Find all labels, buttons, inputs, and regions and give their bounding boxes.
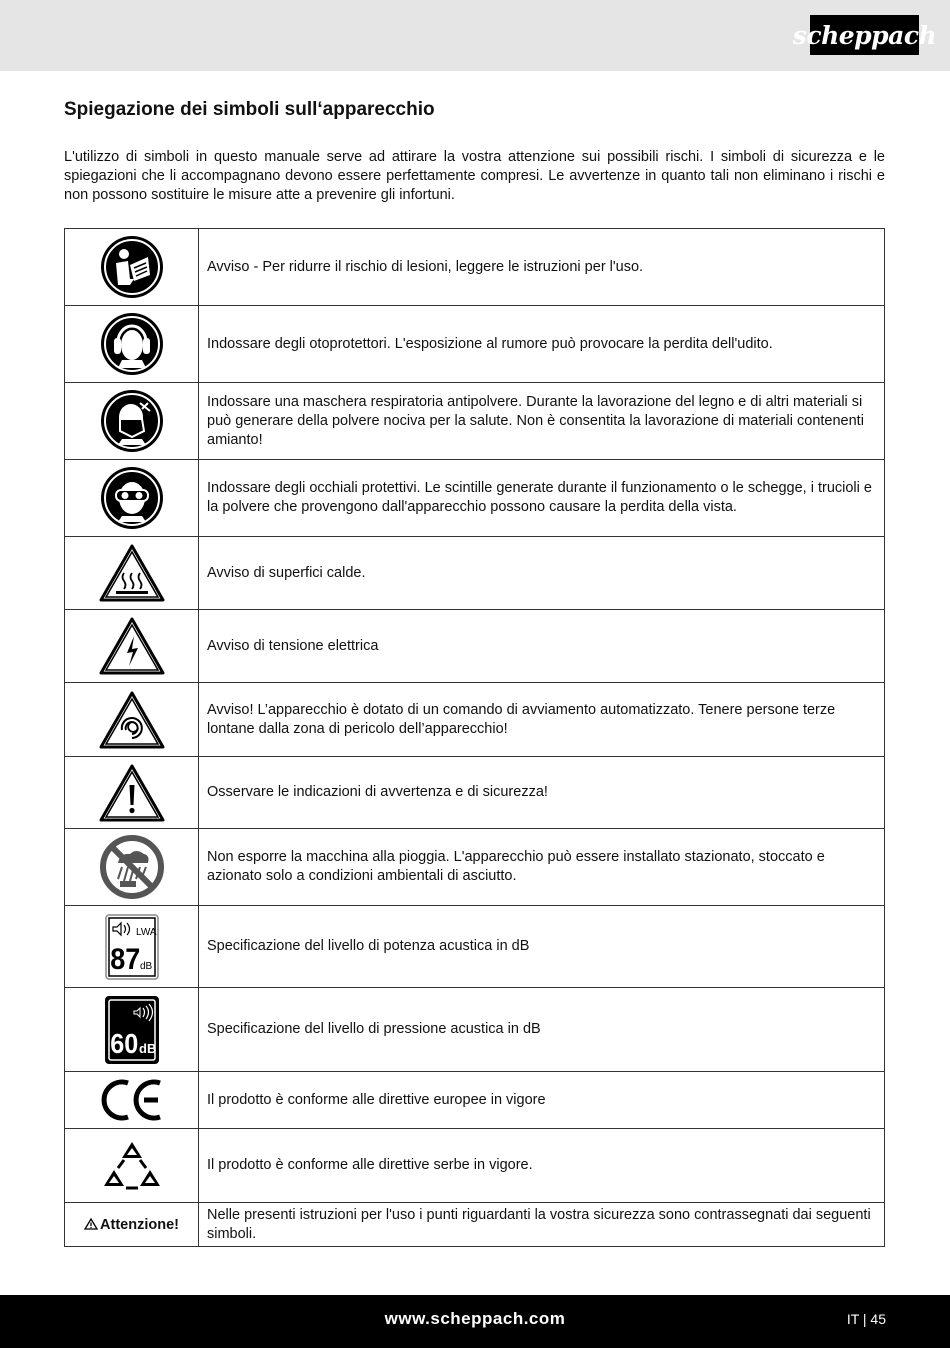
table-row	[65, 1203, 885, 1247]
table-row	[65, 460, 885, 537]
no-rain-icon	[100, 835, 164, 899]
table-row	[65, 229, 885, 306]
attention-label	[84, 1217, 179, 1233]
table-row	[65, 306, 885, 383]
hot-surface-icon	[98, 543, 166, 603]
row-text: Indossare degli occhiali protettivi. Le scintille generate durante il funzionamento o le schegge, i trucioli e la polvere che provengono dall'apparecchio possono causare la perdita della vista.	[199, 460, 885, 537]
intro-paragraph: L'utilizzo di simboli in questo manuale serve ad attirare la vostra attenzione sui possibili rischi. I simboli di sicurezza e le spiegazioni che li accompagnano devono essere perfettamente compresi. Le avvertenze in quanto tali non eliminano i rischi e non possono sostituire le misure atte a prevenire gli infortuni.	[64, 149, 885, 203]
badge-unit: dB	[139, 960, 152, 972]
row-text: Specificazione del livello di potenza acustica in dB	[199, 906, 885, 988]
table-row	[65, 683, 885, 757]
automatic-start-icon	[98, 690, 166, 750]
safety-goggles-icon	[100, 466, 164, 530]
brand-logo: scheppach	[810, 15, 919, 55]
row-text: Il prodotto è conforme alle direttive serbe in vigore.	[199, 1129, 885, 1203]
table-row	[65, 988, 885, 1072]
table-row	[65, 383, 885, 460]
row-text: Il prodotto è conforme alle direttive europee in vigore	[199, 1072, 885, 1129]
read-manual-icon	[100, 235, 164, 299]
row-text: Nelle presenti istruzioni per l'uso i punti riguardanti la vostra sicurezza sono contrassegnati dai seguenti simboli.	[199, 1203, 885, 1247]
attention-text: Attenzione!	[100, 1216, 179, 1233]
table-row	[65, 537, 885, 610]
dust-mask-icon	[100, 389, 164, 453]
table-row	[65, 829, 885, 906]
row-text: Avviso - Per ridurre il rischio di lesioni, leggere le istruzioni per l'uso.	[199, 229, 885, 306]
serbian-conformity-icon	[102, 1140, 162, 1192]
ear-protection-icon	[100, 312, 164, 376]
general-warning-icon	[98, 763, 166, 823]
table-row	[65, 906, 885, 988]
badge-value: 87	[109, 942, 140, 976]
sound-pressure-icon	[104, 995, 160, 1065]
row-text: Indossare una maschera respiratoria antipolvere. Durante la lavorazione del legno e di altri materiali si può generare della polvere nociva per la salute. Non è consentita la lavorazione di materiali contenenti amianto!	[199, 383, 885, 460]
table-row	[65, 757, 885, 829]
attention-icon	[84, 1218, 98, 1230]
badge-unit: dB	[138, 1040, 156, 1056]
row-text: Avviso di superfici calde.	[199, 537, 885, 610]
ce-mark-icon	[100, 1077, 164, 1123]
footer-bar	[0, 1295, 950, 1348]
row-text: Non esporre la macchina alla pioggia. L'apparecchio può essere installato stazionato, stoccato e azionato solo a condizioni ambientali di asciutto.	[199, 829, 885, 906]
sound-power-icon	[104, 913, 160, 981]
row-text: Indossare degli otoprotettori. L'esposizione al rumore può provocare la perdita dell'udito.	[199, 306, 885, 383]
page-number: IT | 45	[846, 1311, 886, 1327]
row-text: Avviso! L’apparecchio è dotato di un comando di avviamento automatizzato. Tenere persone terze lontane dalla zona di pericolo dell’apparecchio!	[199, 683, 885, 757]
row-text: Osservare le indicazioni di avvertenza e di sicurezza!	[199, 757, 885, 829]
badge-label: LWA	[135, 926, 157, 938]
row-text: Specificazione del livello di pressione acustica in dB	[199, 988, 885, 1072]
page-title: Spiegazione dei simboli sull‘apparecchio	[64, 99, 435, 120]
row-text: Avviso di tensione elettrica	[199, 610, 885, 683]
table-row	[65, 1072, 885, 1129]
table-row	[65, 1129, 885, 1203]
table-row	[65, 610, 885, 683]
electric-voltage-icon	[98, 616, 166, 676]
symbols-table	[64, 228, 885, 1247]
badge-value: 60	[109, 1027, 138, 1059]
footer-url[interactable]: www.scheppach.com	[384, 1309, 566, 1328]
